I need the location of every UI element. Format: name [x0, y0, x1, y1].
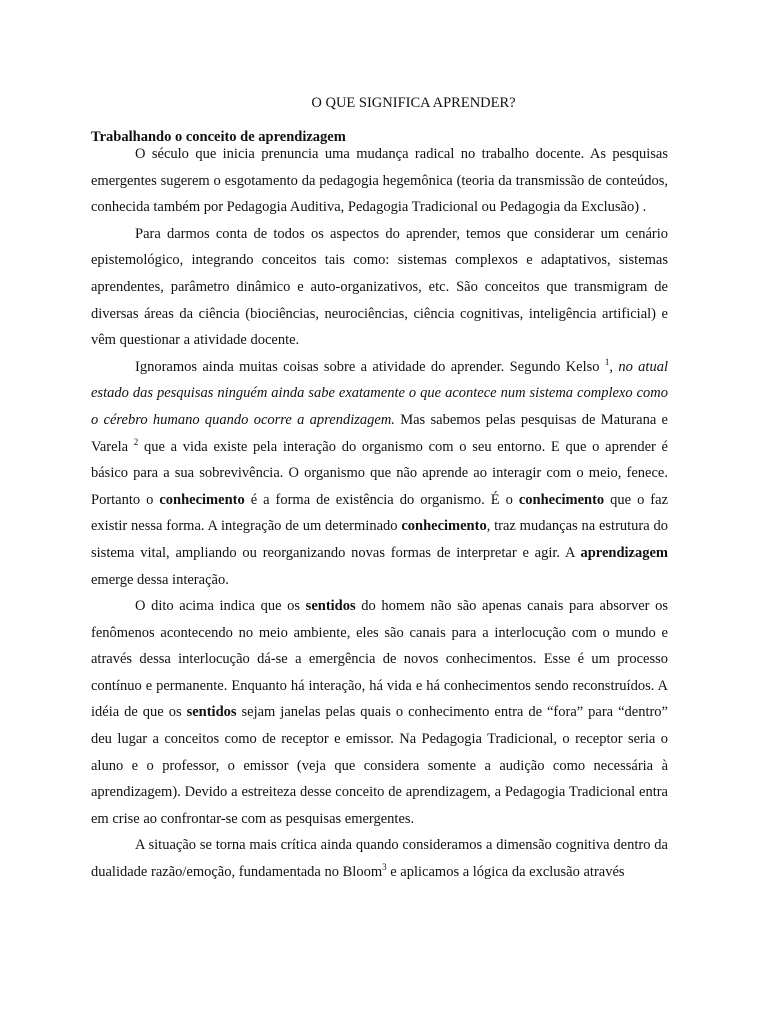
text-run: que o faz existir nessa forma. A integração de um determinado — [91, 491, 668, 535]
italic-quote: no atual estado das pesquisas ninguém ainda sabe exatamente o que acontece num sistema complexo como o cérebro humano quando ocorre a aprendizagem. — [91, 358, 668, 428]
text-run: sejam janelas pelas quais o conhecimento entra de “fora” para “dentro” deu lugar a conceitos como de receptor e emissor. Na Pedagogia Tradicional, o receptor seria o aluno e o professor, o emissor (veja que considera somente a audição como necessária à aprendizagem). Devido a estreiteza desse conceito de aprendizagem, a Pedagogia Tradicional entra em crise ao confrontar-se com as pesquisas emergentes. — [91, 704, 668, 827]
text-run: , — [609, 358, 619, 375]
text-run: A situação se torna mais crítica ainda quando consideramos a dimensão cognitiva dentro da dualidade razão/emoção, fundamentada no Bloom — [91, 837, 668, 881]
text-run: O dito acima indica que os — [135, 598, 306, 615]
footnote-ref-2: 2 — [133, 436, 139, 447]
paragraph-1: O século que inicia prenuncia uma mudança radical no trabalho docente. As pesquisas emergentes sugerem o esgotamento da pedagogia hegemônica (teoria da transmissão de conteúdos, conhecida também por Pedagogia Auditiva, Pedagogia Tradicional ou Pedagogia da Exclusão) . — [91, 146, 668, 216]
text-run: emerge dessa interação. — [91, 571, 229, 588]
bold-term: sentidos — [186, 704, 237, 721]
text-run: , traz mudanças na estrutura do sistema vital, ampliando ou reorganizando novas formas de interpretar e agir. A — [91, 518, 669, 561]
paragraph-3 — [91, 354, 668, 593]
bold-term: conhecimento — [159, 491, 245, 508]
bold-term: conhecimento — [518, 491, 605, 508]
text-run: do homem não são apenas canais para absorver os fenômenos acontecendo no meio ambiente, eles são canais para a interlocução com o mundo e através dessa interlocução dá-se a emergência de novos conhecimentos. Esse é um processo contínuo e permanente. Enquanto há interação, há vida e há conhecimentos sendo reconstruídos. A idéia de que os — [91, 598, 668, 721]
bold-term: conhecimento — [401, 518, 487, 535]
paragraph-4 — [91, 593, 668, 832]
document-title: O QUE SIGNIFICA APRENDER? — [311, 95, 516, 111]
text-run: é a forma de existência do organismo. É o — [244, 491, 519, 508]
bold-term: aprendizagem — [580, 544, 668, 561]
paragraph-5 — [91, 832, 668, 885]
text-run: e aplicamos a lógica da exclusão através — [386, 864, 625, 881]
text-run: Ignoramos ainda muitas coisas sobre a atividade do aprender. Segundo Kelso — [135, 358, 605, 375]
section-heading: Trabalhando o conceito de aprendizagem — [91, 129, 346, 145]
footnote-ref-3: 3 — [382, 862, 387, 873]
text-run: Mas sabemos pelas pesquisas de Maturana e Varela — [91, 411, 668, 455]
text-run: que a vida existe pela interação do organismo com o seu entorno. E que o aprender é básico para a sua sobrevivência. O organismo que não aprende ao interagir com o meio, fenece. Portanto o — [91, 438, 668, 508]
bold-term: sentidos — [305, 598, 356, 615]
paragraph-2: Para darmos conta de todos os aspectos do aprender, temos que considerar um cenário epistemológico, integrando conceitos tais como: sistemas complexos e adaptativos, sistemas aprendentes, parâmetro dinâmico e auto-organizativos, etc. São conceitos que transmigram de diversas áreas da ciência (biociências, neurociências, ciência cognitivas, inteligência artificial) e vêm questionar a atividade docente. — [91, 225, 668, 349]
footnote-ref-1: 1 — [604, 356, 610, 367]
